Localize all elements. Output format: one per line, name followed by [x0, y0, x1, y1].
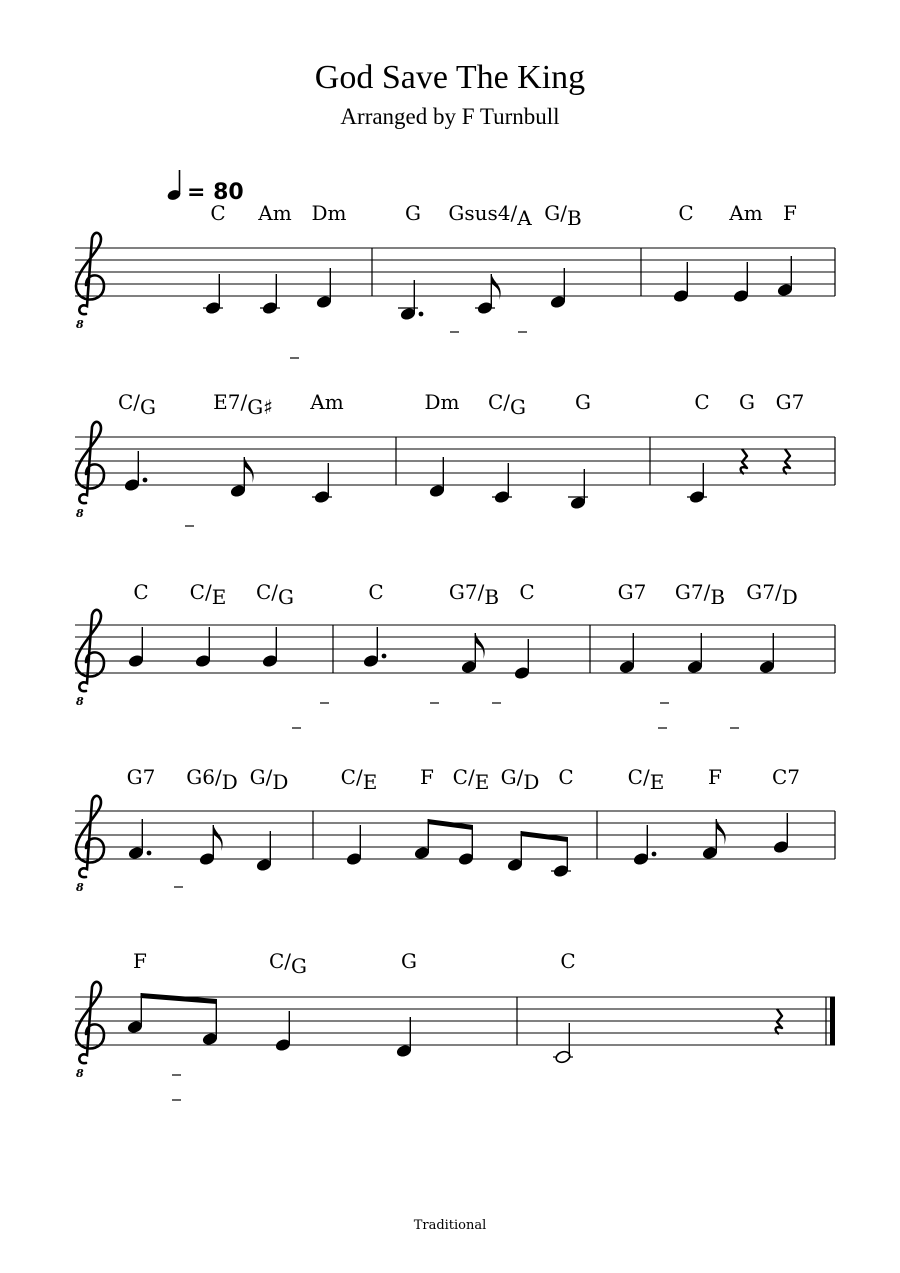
chord-root: G/: [544, 201, 568, 225]
chord-symbol: [448, 201, 532, 230]
chord-root: C/: [452, 765, 475, 789]
clef-octave-mark: 8: [76, 1067, 84, 1080]
chord-symbol: G7: [775, 390, 805, 414]
chord-symbol: Am: [258, 201, 292, 225]
chord-symbol: C: [519, 580, 535, 604]
clef-octave-mark: 8: [76, 507, 84, 520]
chord-bass: G: [278, 585, 295, 609]
chord-root: C/: [255, 580, 279, 604]
chord-symbol: [675, 580, 725, 609]
chord-symbol: [256, 580, 294, 609]
chord-root: G7/: [674, 580, 711, 604]
chord-symbol: C: [133, 580, 149, 604]
chord-symbol: Am: [729, 201, 763, 225]
chord-root: Gsus4/: [448, 201, 518, 225]
chord-root: C/: [340, 765, 363, 789]
chord-symbol: [190, 580, 227, 609]
tempo-marking: [166, 170, 243, 205]
chord-bass: D: [781, 585, 798, 609]
staff-system: [75, 580, 835, 708]
chord-symbol: C: [210, 201, 226, 225]
chord-symbol: C: [678, 201, 694, 225]
staff-systems: [75, 201, 835, 1100]
chord-bass: E: [474, 770, 490, 794]
chord-symbol: G: [401, 949, 417, 973]
chord-root: E7/: [213, 390, 248, 414]
chord-symbol: [449, 580, 499, 609]
treble-clef-icon: [76, 796, 104, 877]
clef-octave-mark: 8: [76, 318, 84, 331]
chord-symbol: G: [739, 390, 755, 414]
chord-symbol: G7: [617, 580, 647, 604]
chord-bass: B: [484, 585, 500, 609]
staff-system: [75, 390, 835, 520]
chord-symbol: F: [783, 201, 797, 225]
chord-bass: E: [362, 770, 378, 794]
chord-symbol: Am: [310, 390, 344, 414]
chord-symbol: G: [405, 201, 421, 225]
chord-bass: G: [140, 395, 157, 419]
clef-octave-mark: 8: [76, 695, 84, 708]
dot: [652, 852, 657, 857]
chord-symbol: C: [694, 390, 710, 414]
chord-symbol: C: [368, 580, 384, 604]
score-title: God Save The King: [314, 59, 586, 96]
chord-bass: D: [272, 770, 289, 794]
chord-symbol: C: [560, 949, 576, 973]
chord-root: C/: [487, 390, 511, 414]
chord-bass: E: [649, 770, 665, 794]
chord-root: G/: [500, 765, 524, 789]
chord-symbol: [488, 390, 526, 419]
chord-root: C/: [189, 580, 212, 604]
chord-symbol: [544, 201, 581, 230]
chord-symbol: [269, 949, 307, 978]
chord-symbol: [341, 765, 378, 794]
beam: [521, 831, 568, 842]
chord-symbol: G: [575, 390, 591, 414]
chord-symbol: [453, 765, 490, 794]
beam: [428, 819, 473, 830]
score-subtitle: Arranged by F Turnbull: [340, 104, 560, 129]
treble-clef-icon: [76, 422, 104, 503]
chord-symbol: C: [558, 765, 574, 789]
dot: [143, 478, 148, 483]
footer-composer: Traditional: [413, 1218, 487, 1233]
clef-octave-mark: 8: [76, 881, 84, 894]
chord-symbol: [501, 765, 540, 794]
treble-clef-icon: [76, 982, 104, 1063]
chord-root: C/: [627, 765, 650, 789]
chord-root: G7/: [746, 580, 782, 604]
chord-symbol: [118, 390, 156, 419]
chord-bass: G: [510, 395, 527, 419]
chord-bass: G♯: [247, 395, 273, 419]
chord-root: C/: [117, 390, 141, 414]
chord-symbol: F: [420, 765, 434, 789]
chord-bass: D: [523, 770, 540, 794]
final-barline: [830, 997, 835, 1045]
chord-symbol: Dm: [311, 201, 347, 225]
chord-root: G6/: [186, 765, 222, 789]
chord-symbol: [213, 390, 273, 419]
chord-root: G7/: [448, 580, 485, 604]
chord-bass: G: [291, 954, 308, 978]
chord-bass: B: [710, 585, 726, 609]
chord-symbol: [628, 765, 665, 794]
staff-system: [75, 949, 835, 1080]
chord-symbol: [250, 765, 289, 794]
treble-clef-icon: [76, 610, 104, 691]
chord-symbol: C7: [771, 765, 801, 789]
dot: [419, 312, 424, 317]
chord-symbol: Dm: [424, 390, 460, 414]
staff-system: [75, 765, 835, 894]
chord-symbol: F: [708, 765, 722, 789]
chord-bass: A: [517, 206, 532, 230]
chord-root: G/: [249, 765, 273, 789]
treble-clef-icon: [76, 233, 104, 314]
chord-symbol: [186, 765, 238, 794]
chord-root: C/: [268, 949, 292, 973]
chord-symbol: G7: [126, 765, 156, 789]
chord-bass: D: [221, 770, 238, 794]
chord-bass: B: [567, 206, 582, 230]
chord-symbol: F: [133, 949, 147, 973]
chord-bass: E: [211, 585, 227, 609]
dot: [147, 851, 152, 856]
staff-system: [75, 201, 835, 331]
dot: [382, 654, 387, 659]
chord-symbol: [746, 580, 798, 609]
beam: [141, 993, 217, 1004]
tempo-value: = 80: [187, 180, 244, 205]
